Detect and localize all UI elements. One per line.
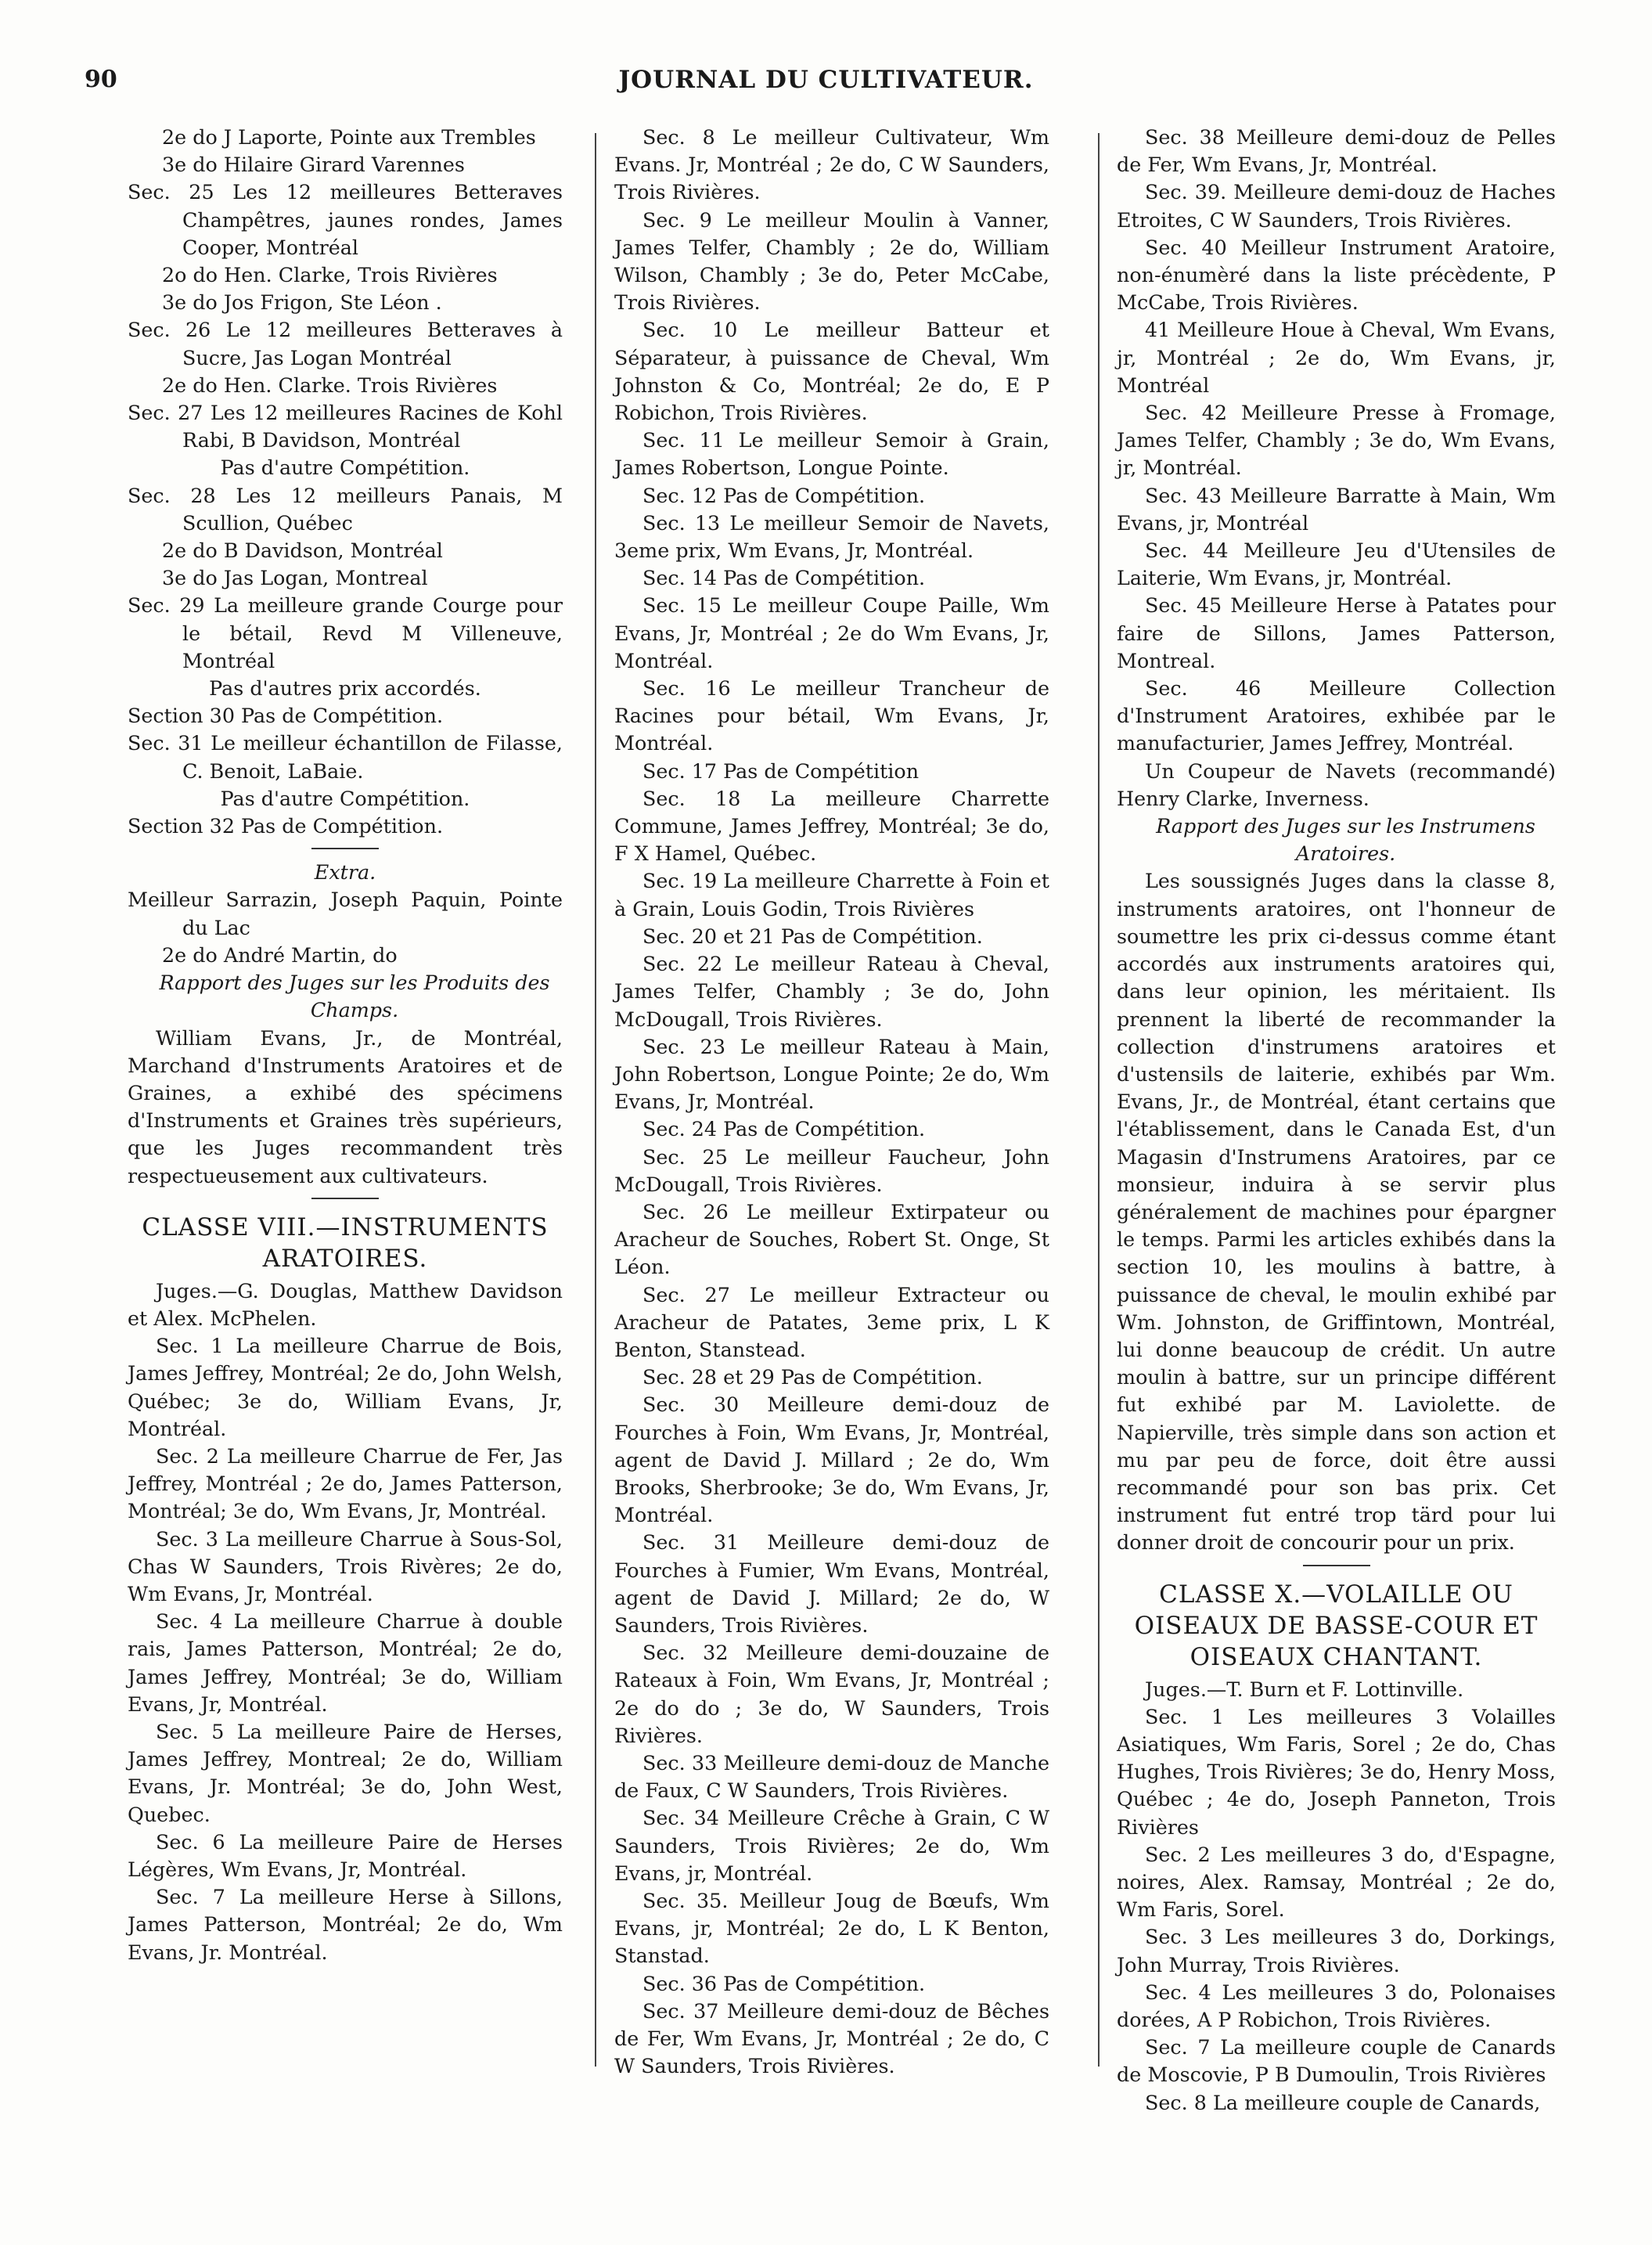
prize-subentry: 3e do Hilaire Girard Varennes bbox=[162, 153, 465, 177]
subheading: Extra. bbox=[314, 860, 376, 885]
class-heading: CLASSE X.—VOLAILLE OU OISEAUX DE BASSE-COUR ET OISEAUX CHANTANT. bbox=[1134, 1580, 1539, 1671]
running-title: JOURNAL DU CULTIVATEUR. bbox=[618, 66, 1034, 94]
prize-subentry: 2e do B Davidson, Montréal bbox=[162, 539, 443, 563]
section-divider bbox=[311, 1198, 379, 1199]
paragraph: Sec. 46 Meilleure Collection d'Instrument Aratoires, exhibée par le manufacturier, James Jeffrey, Montréal. bbox=[1117, 676, 1556, 755]
paragraph: Sec. 36 Pas de Compétition. bbox=[642, 1971, 926, 1995]
paragraph: Sec. 9 Le meilleur Moulin à Vanner, James Telfer, Chambly ; 2e do, William Wilson, Chambly ; 3e do, Peter McCabe, Trois Rivières. bbox=[614, 207, 1049, 315]
prize-entry: Sec. 29 La meilleure grande Courge pour le bétail, Revd M Villeneuve, Montréal bbox=[128, 593, 563, 672]
prize-subentry: 2e do André Martin, do bbox=[162, 942, 398, 967]
paragraph: Sec. 43 Meilleure Barratte à Main, Wm Evans, jr, Montréal bbox=[1117, 483, 1556, 535]
paragraph: Sec. 5 La meilleure Paire de Herses, James Jeffrey, Montreal; 2e do, William Evans, Jr. Montréal; 3e do, John West, Quebec. bbox=[128, 1719, 563, 1826]
report-heading: Rapport des Juges sur les Instrumens Aratoires. bbox=[1156, 814, 1535, 866]
report-heading: Rapport des Juges sur les Produits des Champs. bbox=[159, 971, 550, 1022]
paragraph: Sec. 27 Le meilleur Extracteur ou Aracheur de Patates, 3eme prix, L K Benton, Stanstead. bbox=[614, 1282, 1049, 1361]
paragraph: Les soussignés Juges dans la classe 8, instruments aratoires, ont l'honneur de soumettre les prix ci-dessus comme étant accordés aux instruments aratoires qui, dans leur opinion, les méritaient. Ils prennent la liberté de recommander la collection d'instrumens aratoires et d'ustensils de laiterie, exhibés par Wm. Evans, Jr., de Montréal, étant certains que l'établissement, dans le Canada Est, d'un Magasin d'Instrumens Aratoires, par ce monsieur, induira à se servir plus généralement de machines pour épargner le temps. Parmi les articles exhibés dans la section 10, les moulins à battre, à puissance de cheval, le moulin exhibé par Wm. Johnston, de Griffintown, Montréal, lui donne beaucoup de crédit. Un autre moulin à battre, sur un principe différent fut exhibé par M. Laviolette. de Napierville, très simple dans son action et mu par peu de force, doit être aussi recommandé pour son bas prix. Cet instrument fut entré trop tärd pour lui donner droit de concourir pour un prix. bbox=[1117, 869, 1556, 1555]
prize-entry: Sec. 31 Le meilleur échantillon de Filasse, C. Benoit, LaBaie. bbox=[128, 731, 563, 783]
paragraph: Sec. 6 La meilleure Paire de Herses Légères, Wm Evans, Jr, Montréal. bbox=[128, 1829, 563, 1881]
paragraph: Juges.—G. Douglas, Matthew Davidson et Alex. McPhelen. bbox=[128, 1278, 563, 1330]
paragraph: Sec. 32 Meilleure demi-douzaine de Rateaux à Foin, Wm Evans, Jr, Montréal ; 2e do do ; 3e do, W Saunders, Trois Rivières. bbox=[614, 1641, 1049, 1747]
paragraph: Sec. 26 Le meilleur Extirpateur ou Aracheur de Souches, Robert St. Onge, St Léon. bbox=[614, 1199, 1049, 1279]
prize-subentry: 3e do Jos Frigon, Ste Léon . bbox=[162, 290, 442, 315]
paragraph: Sec. 40 Meilleur Instrument Aratoire, non-énumèré dans la liste précèdente, P McCabe, Trois Rivières. bbox=[1117, 235, 1556, 315]
section-divider bbox=[311, 848, 379, 849]
column-1 bbox=[128, 124, 563, 1966]
paragraph: Juges.—T. Burn et F. Lottinville. bbox=[1145, 1677, 1464, 1701]
paragraph: Sec. 2 La meilleure Charrue de Fer, Jas Jeffrey, Montréal ; 2e do, James Patterson, Montréal; 3e do, Wm Evans, Jr, Montréal. bbox=[128, 1443, 563, 1523]
paragraph: Sec. 31 Meilleure demi-douz de Fourches à Fumier, Wm Evans, Montréal, agent de David J. Millard; 2e do, W Saunders, Trois Rivières. bbox=[614, 1530, 1049, 1637]
paragraph: Sec. 44 Meilleure Jeu d'Utensiles de Laiterie, Wm Evans, jr, Montréal. bbox=[1117, 539, 1556, 590]
paragraph: William Evans, Jr., de Montréal, Marchand d'Instruments Aratoires et de Graines, a exhibé des spécimens d'Instruments et Graines très supérieurs, que les Juges recommandent très respectueusement aux cultivateurs. bbox=[128, 1025, 563, 1187]
paragraph: Sec. 4 La meilleure Charrue à double rais, James Patterson, Montréal; 2e do, James Jeffrey, Montréal; 3e do, William Evans, Jr, Montréal. bbox=[128, 1609, 563, 1716]
prize-entry: Sec. 28 Les 12 meilleurs Panais, M Scullion, Québec bbox=[128, 483, 563, 535]
prize-entry: Sec. 27 Les 12 meilleures Racines de Kohl Rabi, B Davidson, Montréal bbox=[128, 401, 563, 452]
column-rule bbox=[595, 133, 596, 2067]
prize-subentry: 2e do Hen. Clarke. Trois Rivières bbox=[162, 373, 498, 397]
prize-entry: Sec. 25 Les 12 meilleures Betteraves Champêtres, jaunes rondes, James Cooper, Montréal bbox=[128, 180, 563, 259]
prize-entry: Section 32 Pas de Compétition. bbox=[128, 814, 444, 838]
paragraph: Sec. 22 Le meilleur Rateau à Cheval, James Telfer, Chambly ; 3e do, John McDougall, Trois Rivières. bbox=[614, 952, 1049, 1031]
paragraph: Sec. 7 La meilleure couple de Canards de Moscovie, P B Dumoulin, Trois Rivières bbox=[1117, 2035, 1556, 2087]
note-line: Pas d'autres prix accordés. bbox=[209, 676, 481, 701]
section-divider bbox=[1303, 1565, 1370, 1566]
paragraph: Sec. 23 Le meilleur Rateau à Main, John Robertson, Longue Pointe; 2e do, Wm Evans, Jr, Montréal. bbox=[614, 1034, 1049, 1114]
note-line: Pas d'autre Compétition. bbox=[220, 786, 470, 810]
column-rule bbox=[1098, 133, 1100, 2067]
prize-subentry: 2o do Hen. Clarke, Trois Rivières bbox=[162, 263, 498, 287]
paragraph: Sec. 35. Meilleur Joug de Bœufs, Wm Evans, jr, Montréal; 2e do, L K Benton, Stanstad. bbox=[614, 1889, 1049, 1968]
paragraph: Sec. 10 Le meilleur Batteur et Séparateur, à puissance de Cheval, Wm Johnston & Co, Montréal; 2e do, E P Robichon, Trois Rivières. bbox=[614, 318, 1049, 425]
paragraph: Sec. 45 Meilleure Herse à Patates pour faire de Sillons, James Patterson, Montreal. bbox=[1117, 593, 1556, 672]
class-heading: CLASSE VIII.—INSTRUMENTS ARATOIRES. bbox=[142, 1213, 549, 1273]
prize-entry: Section 30 Pas de Compétition. bbox=[128, 704, 444, 728]
paragraph: Sec. 2 Les meilleures 3 do, d'Espagne, noires, Alex. Ramsay, Montréal ; 2e do, Wm Faris, Sorel. bbox=[1117, 1842, 1556, 1922]
paragraph: Sec. 1 Les meilleures 3 Volailles Asiatiques, Wm Faris, Sorel ; 2e do, Chas Hughes, Trois Rivières; 3e do, Henry Moss, Québec ; 4e do, Joseph Panneton, Trois Rivières bbox=[1117, 1704, 1556, 1839]
paragraph: Sec. 8 La meilleure couple de Canards, bbox=[1145, 2090, 1541, 2114]
paragraph: Sec. 37 Meilleure demi-douz de Bêches de Fer, Wm Evans, Jr, Montréal ; 2e do, C W Saunders, Trois Rivières. bbox=[614, 1998, 1049, 2078]
paragraph: Sec. 8 Le meilleur Cultivateur, Wm Evans. Jr, Montréal ; 2e do, C W Saunders, Trois Rivières. bbox=[614, 125, 1049, 204]
paragraph: Sec. 19 La meilleure Charrette à Foin et à Grain, Louis Godin, Trois Rivières bbox=[614, 869, 1049, 921]
paragraph: Sec. 30 Meilleure demi-douz de Fourches à Foin, Wm Evans, Jr, Montréal, agent de David J. Millard ; 2e do, Wm Brooks, Sherbrooke; 3e do, Wm Evans, Jr, Montréal. bbox=[614, 1393, 1049, 1527]
paragraph: Sec. 15 Le meilleur Coupe Paille, Wm Evans, Jr, Montréal ; 2e do Wm Evans, Jr, Montréal. bbox=[614, 593, 1049, 672]
prize-entry: Meilleur Sarrazin, Joseph Paquin, Pointe du Lac bbox=[128, 888, 563, 939]
paragraph: Sec. 24 Pas de Compétition. bbox=[642, 1117, 926, 1141]
prize-subentry: 2e do J Laporte, Pointe aux Trembles bbox=[162, 125, 536, 149]
paragraph: Sec. 11 Le meilleur Semoir à Grain, James Robertson, Longue Pointe. bbox=[614, 428, 1049, 480]
paragraph: Sec. 17 Pas de Compétition bbox=[642, 759, 920, 783]
paragraph: Sec. 3 Les meilleures 3 do, Dorkings, John Murray, Trois Rivières. bbox=[1117, 1925, 1556, 1977]
prize-subentry: 3e do Jas Logan, Montreal bbox=[162, 566, 428, 590]
paragraph: 41 Meilleure Houe à Cheval, Wm Evans, jr, Montréal ; 2e do, Wm Evans, jr, Montréal bbox=[1117, 318, 1556, 397]
paragraph: Sec. 25 Le meilleur Faucheur, John McDougall, Trois Rivières. bbox=[614, 1144, 1049, 1196]
paragraph: Sec. 7 La meilleure Herse à Sillons, James Patterson, Montréal; 2e do, Wm Evans, Jr. Montréal. bbox=[128, 1885, 563, 1964]
paragraph: Sec. 1 La meilleure Charrue de Bois, James Jeffrey, Montréal; 2e do, John Welsh, Québec; 3e do, William Evans, Jr, Montréal. bbox=[128, 1334, 563, 1440]
paragraph: Sec. 28 et 29 Pas de Compétition. bbox=[642, 1365, 983, 1389]
paragraph: Sec. 33 Meilleure demi-douz de Manche de Faux, C W Saunders, Trois Rivières. bbox=[614, 1750, 1049, 1803]
paragraph: Un Coupeur de Navets (recommandé) Henry Clarke, Inverness. bbox=[1117, 759, 1556, 810]
paragraph: Sec. 42 Meilleure Presse à Fromage, James Telfer, Chambly ; 3e do, Wm Evans, jr, Montréal. bbox=[1117, 401, 1556, 480]
page-number: 90 bbox=[85, 66, 117, 93]
paragraph: Sec. 12 Pas de Compétition. bbox=[642, 483, 926, 507]
paragraph: Sec. 20 et 21 Pas de Compétition. bbox=[642, 924, 983, 948]
prize-entry: Sec. 26 Le 12 meilleures Betteraves à Sucre, Jas Logan Montréal bbox=[128, 318, 563, 369]
paragraph: Sec. 16 Le meilleur Trancheur de Racines pour bétail, Wm Evans, Jr, Montréal. bbox=[614, 676, 1049, 755]
paragraph: Sec. 38 Meilleure demi-douz de Pelles de Fer, Wm Evans, Jr, Montréal. bbox=[1117, 125, 1556, 177]
paragraph: Sec. 3 La meilleure Charrue à Sous-Sol, Chas W Saunders, Trois Rivères; 2e do, Wm Evans, Jr, Montréal. bbox=[128, 1526, 563, 1605]
paragraph: Sec. 34 Meilleure Crêche à Grain, C W Saunders, Trois Rivières; 2e do, Wm Evans, jr, Montréal. bbox=[614, 1806, 1049, 1885]
paragraph: Sec. 4 Les meilleures 3 do, Polonaises dorées, A P Robichon, Trois Rivières. bbox=[1117, 1980, 1556, 2031]
note-line: Pas d'autre Compétition. bbox=[220, 456, 470, 480]
paragraph: Sec. 13 Le meilleur Semoir de Navets, 3eme prix, Wm Evans, Jr, Montréal. bbox=[614, 510, 1049, 563]
paragraph: Sec. 18 La meilleure Charrette Commune, James Jeffrey, Montréal; 3e do, F X Hamel, Québec. bbox=[614, 786, 1049, 866]
column-3 bbox=[1117, 124, 1556, 2117]
paragraph: Sec. 39. Meilleure demi-douz de Haches Etroites, C W Saunders, Trois Rivières. bbox=[1117, 180, 1556, 232]
paragraph: Sec. 14 Pas de Compétition. bbox=[642, 566, 926, 590]
column-2 bbox=[614, 124, 1049, 2080]
